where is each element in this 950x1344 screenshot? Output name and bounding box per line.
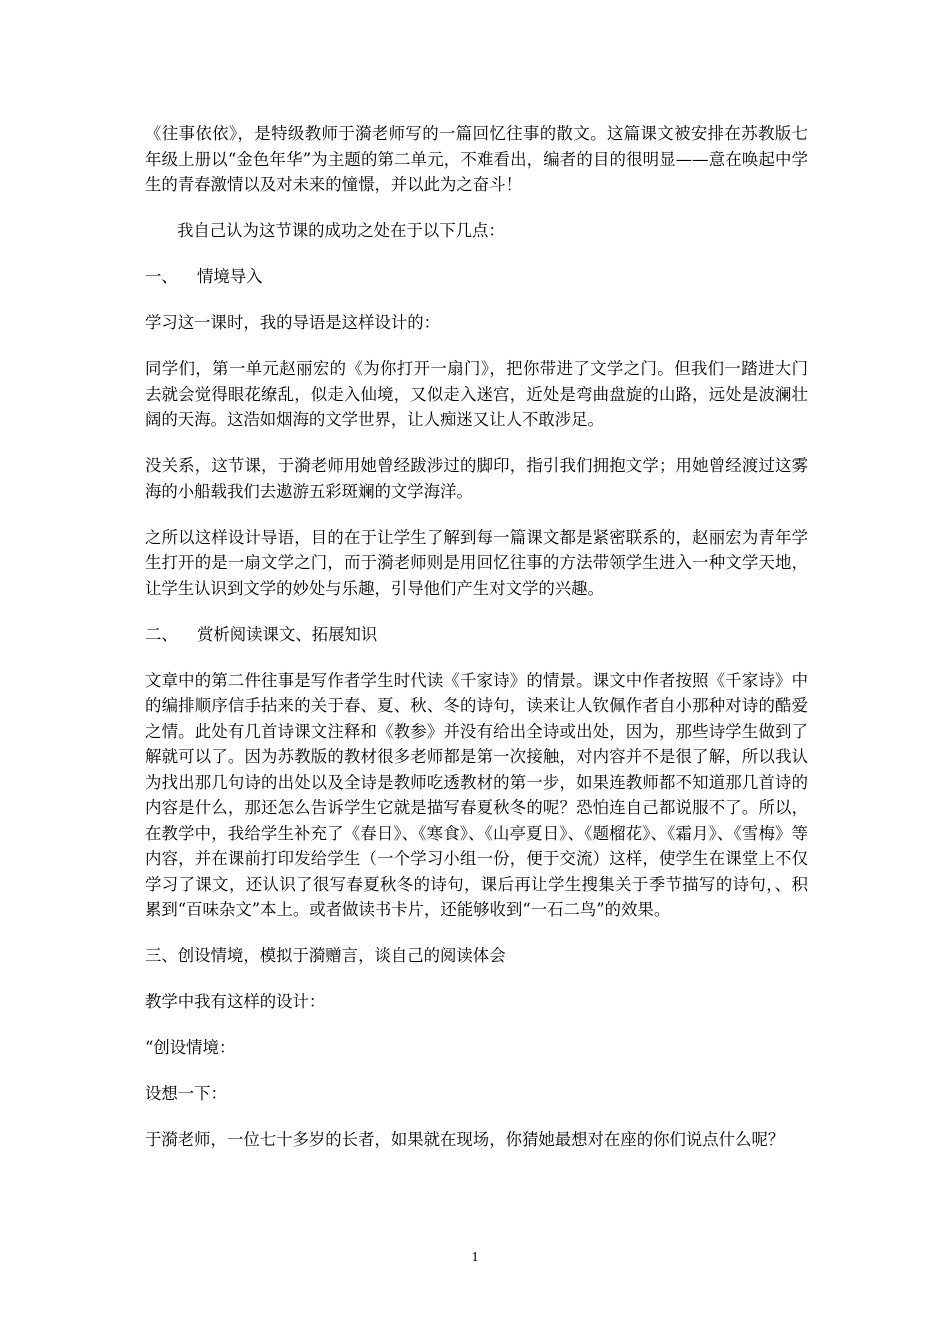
section-title: 情境导入 bbox=[197, 267, 263, 286]
lead-in-text-2: 没关系，这节课，于漪老师用她曾经跋涉过的脚印，指引我们拥抱文学；用她曾经渡过这雾海的小船载我们去遨游五彩斑斓的文学海洋。 bbox=[145, 456, 808, 501]
section-title: 赏析阅读课文、拓展知识 bbox=[197, 624, 378, 644]
design-intro-paragraph: 教学中我有这样的设计： bbox=[145, 992, 326, 1011]
document-body bbox=[145, 121, 808, 1173]
intro-paragraph: 《往事依依》，是特级教师于漪老师写的一篇回忆往事的散文。这篇课文被安排在苏教版七年级上册以“金色年华”为主题的第二单元，不难看出，编者的目的很明显——意在唤起中学生的青春激情以及对未来的憧憬，并以此为之奋斗！ bbox=[145, 124, 808, 194]
scenario-question: 于漪老师，一位七十多岁的长者，如果就在现场，你猜她最想对在座的你们说点什么呢？ bbox=[145, 1130, 785, 1149]
scenario-label: “创设情境： bbox=[145, 1038, 236, 1057]
section-heading-1 bbox=[145, 264, 808, 290]
imagine-label: 设想一下： bbox=[145, 1084, 227, 1103]
section-number: 一、 bbox=[145, 267, 178, 286]
success-points-paragraph: 我自己认为这节课的成功之处在于以下几点： bbox=[177, 221, 505, 240]
lead-in-paragraph: 学习这一课时，我的导语是这样设计的： bbox=[145, 313, 441, 332]
lead-in-purpose-paragraph: 之所以这样设计导语，目的在于让学生了解到每一篇课文都是紧密联系的，赵丽宏为青年学生打开的是一扇文学之门，而于漪老师则是用回忆往事的方法带领学生进入一种文学天地，让学生认识到文学的妙处与乐趣，引导他们产生对文学的兴趣。 bbox=[145, 527, 808, 598]
reading-analysis-paragraph: 文章中的第二件往事是写作者学生时代读《千家诗》的情景。课文中作者按照《千家诗》中的编排顺序信手拈来的关于春、夏、秋、冬的诗句，读来让人钦佩作者自小那种对诗的酷爱之情。此处有几首诗课文注释和《教参》并没有给出全诗或出处，因为，那些诗学生做到了解就可以了。因为苏教版的教材很多老师都是第一次接触，对内容并不是很了解，所以我认为找出那几句诗的出处以及全诗是教师吃透教材的第一步，如果连教师都不知道那几首诗的内容是什么，那还怎么告诉学生它就是描写春夏秋冬的呢？恐怕连自己都说服不了。所以，在教学中，我给学生补充了《春日》、《寒食》、《山亭夏日》、《题榴花》、《霜月》、《雪梅》等内容，并在课前打印发给学生（一个学习小组一份，便于交流）这样，使学生在课堂上不仅学习了课文，还认识了很写春夏秋冬的诗句，课后再让学生搜集关于季节描写的诗句，、积累到“百味杂文”本上。或者做读书卡片，还能够收到“一石二鸟”的效果。 bbox=[145, 670, 808, 919]
lead-in-text-1: 同学们，第一单元赵丽宏的《为你打开一扇门》，把你带进了文学之门。但我们一踏进大门去就会觉得眼花缭乱，似走入仙境，又似走入迷宫，近处是弯曲盘旋的山路，远处是波澜壮阔的天海。这浩如烟海的文学世界，让人痴迷又让人不敢涉足。 bbox=[145, 359, 808, 429]
section-heading-3: 三、创设情境，模拟于漪赠言，谈自己的阅读体会 bbox=[145, 946, 506, 965]
section-number: 二、 bbox=[145, 624, 178, 644]
page-number: 1 bbox=[471, 1250, 479, 1265]
section-heading-2 bbox=[145, 622, 808, 648]
